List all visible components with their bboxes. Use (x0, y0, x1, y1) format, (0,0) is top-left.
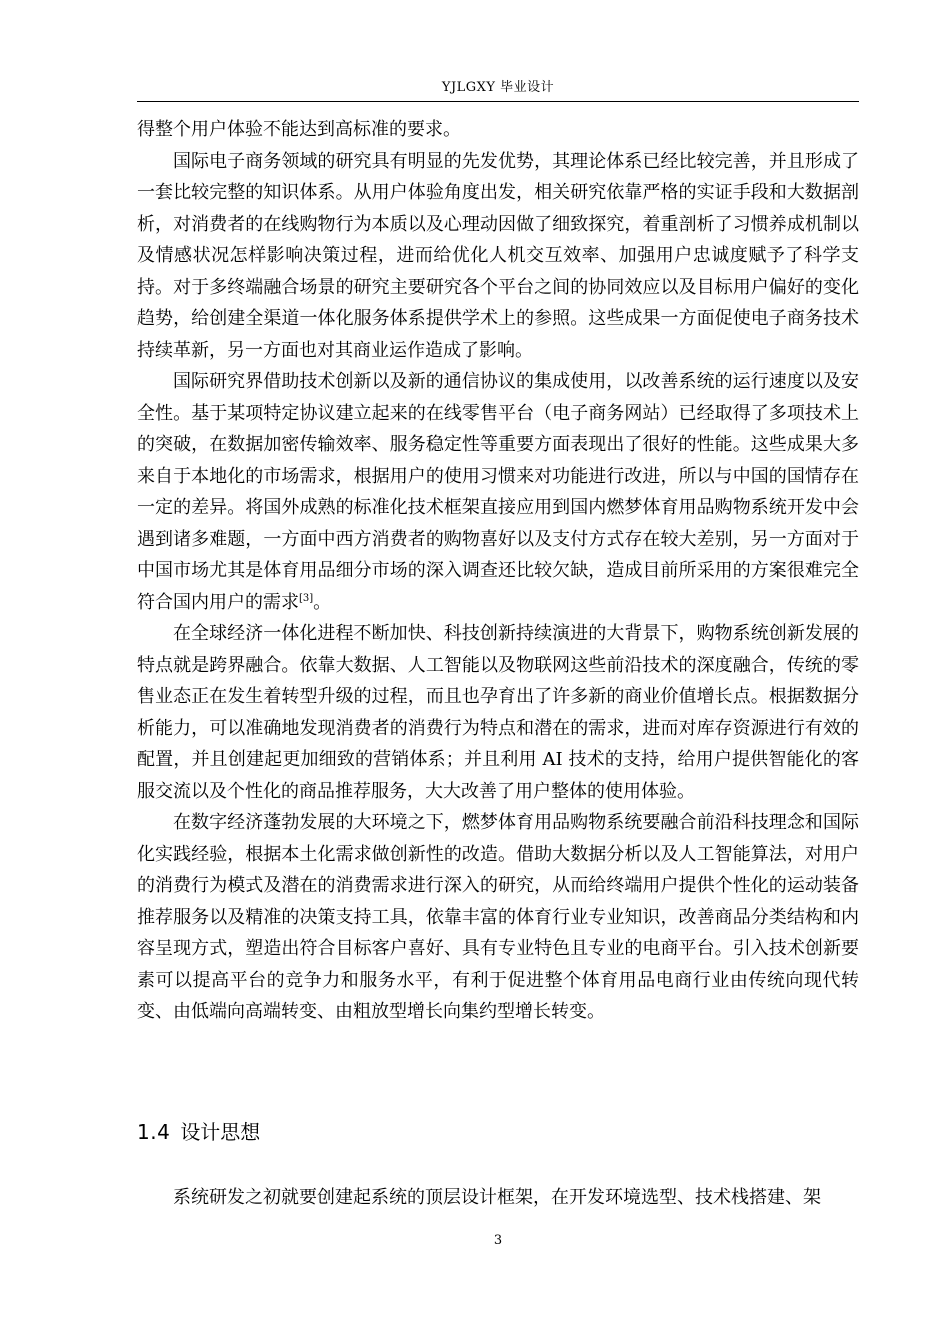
body-text (137, 114, 859, 1028)
section-heading (137, 1118, 260, 1146)
paragraph-5: 在数字经济蓬勃发展的大环境之下，燃梦体育用品购物系统要融合前沿科技理念和国际化实践经验，根据本土化需求做创新性的改造。借助大数据分析以及人工智能算法，对用户的消费行为模式及潜在的消费需求进行深入的研究，从而给终端用户提供个性化的运动装备推荐服务以及精准的决策支持工具，依靠丰富的体育行业专业知识，改善商品分类结构和内容呈现方式，塑造出符合目标客户喜好、具有专业特色且专业的电商平台。引入技术创新要素可以提高平台的竞争力和服务水平，有利于促进整个体育用品电商行业由传统向现代转变、由低端向高端转变、由粗放型增长向集约型增长转变。 (137, 812, 859, 1022)
paragraph-3 (137, 366, 859, 618)
paragraph-3-text: 国际研究界借助技术创新以及新的通信协议的集成使用，以改善系统的运行速度以及安全性。基于某项特定协议建立起来的在线零售平台（电子商务网站）已经取得了多项技术上的突破，在数据加密传输效率、服务稳定性等重要方面表现出了很好的性能。这些成果大多来自于本地化的市场需求，根据用户的使用习惯来对功能进行改进，所以与中国的国情存在一定的差异。将国外成熟的标准化技术框架直接应用到国内燃梦体育用品购物系统开发中会遇到诸多难题，一方面中西方消费者的购物喜好以及支付方式存在较大差别，另一方面对于中国市场尤其是体育用品细分市场的深入调查还比较欠缺，造成目前所采用的方案很难完全符合国内用户的需求 (137, 371, 859, 613)
section-number: 1.4 (137, 1120, 171, 1144)
header-divider (137, 101, 859, 102)
paragraph-2: 国际电子商务领域的研究具有明显的先发优势，其理论体系已经比较完善，并且形成了一套比较完整的知识体系。从用户体验角度出发，相关研究依靠严格的实证手段和大数据剖析，对消费者的在线购物行为本质以及心理动因做了细致探究，着重剖析了习惯养成机制以及情感状况怎样影响决策过程，进而给优化人机交互效率、加强用户忠诚度赋予了科学支持。对于多终端融合场景的研究主要研究各个平台之间的协同效应以及目标用户偏好的变化趋势，给创建全渠道一体化服务体系提供学术上的参照。这些成果一方面促使电子商务技术持续革新，另一方面也对其商业运作造成了影响。 (137, 150, 859, 361)
paragraph-1: 得整个用户体验不能达到高标准的要求。 (137, 119, 461, 140)
section-body (137, 1182, 859, 1214)
page-number: 3 (493, 1233, 503, 1248)
section-title: 设计思想 (180, 1120, 261, 1144)
citation-ref[interactable]: [3] (299, 592, 314, 604)
paragraph-4: 在全球经济一体化进程不断加快、科技创新持续演进的大背景下，购物系统创新发展的特点就是跨界融合。依靠大数据、人工智能以及物联网这些前沿技术的深度融合，传统的零售业态正在发生着转型升级的过程，而且也孕育出了许多新的商业价值增长点。根据数据分析能力，可以准确地发现消费者的消费行为特点和潜在的需求，进而对库存资源进行有效的配置，并且创建起更加细致的营销体系；并且利用 AI 技术的支持，给用户提供智能化的客服交流以及个性化的商品推荐服务，大大改善了用户整体的使用体验。 (137, 623, 859, 802)
running-header: YJLGXY 毕业设计 (441, 80, 555, 95)
paragraph-3-tail: 。 (313, 591, 332, 613)
section-paragraph-1: 系统研发之初就要创建起系统的顶层设计框架，在开发环境选型、技术栈搭建、架 (173, 1187, 821, 1208)
